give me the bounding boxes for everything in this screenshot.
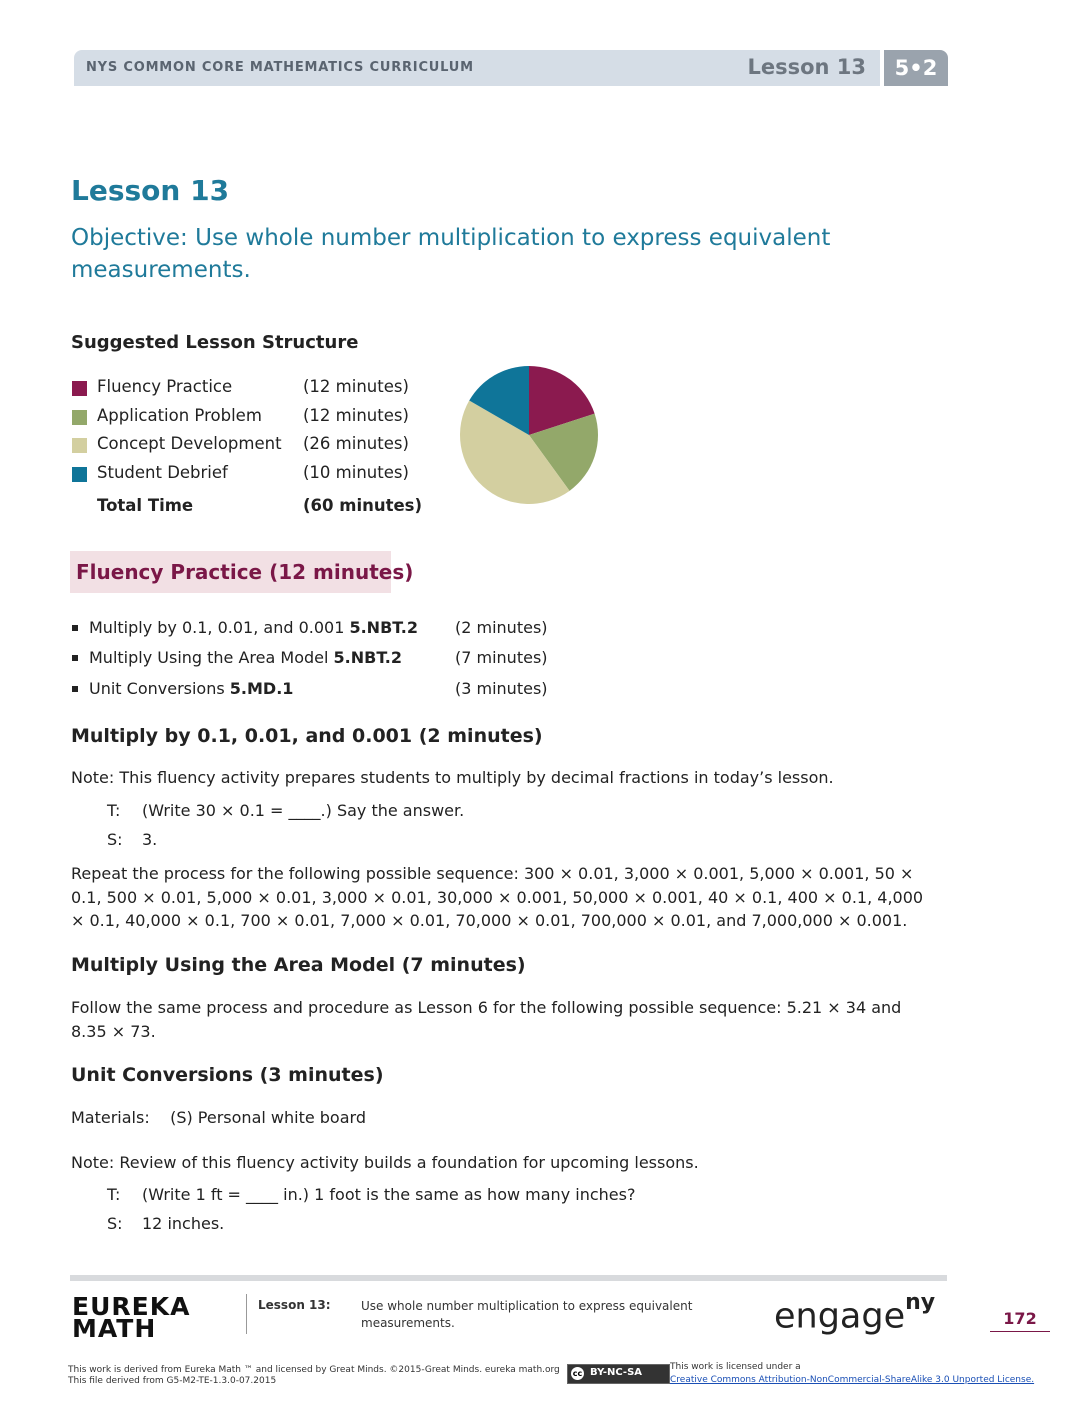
- structure-item-name: Application Problem: [97, 406, 262, 425]
- lesson-structure-pie-chart: [456, 362, 602, 508]
- structure-total: [72, 494, 432, 520]
- structure-item-name: Concept Development: [97, 434, 282, 453]
- section-heading: Multiply by 0.1, 0.01, and 0.001 (2 minutes): [71, 725, 543, 747]
- credit-line: This work is derived from Eureka Math ™ and licensed by Great Minds. ©2015-Great Minds. eureka math.org: [68, 1365, 560, 1375]
- header-bar: [74, 50, 880, 86]
- bullet-icon: [72, 625, 78, 631]
- speaker-text: 3.: [142, 830, 158, 849]
- bullet-text: Multiply Using the Area Model: [89, 648, 334, 667]
- fluency-heading: Fluency Practice (12 minutes): [76, 560, 414, 584]
- structure-heading: Suggested Lesson Structure: [71, 332, 359, 353]
- structure-item: [72, 375, 432, 401]
- footer-rule: [70, 1275, 947, 1281]
- curriculum-title: NYS COMMON CORE MATHEMATICS CURRICULUM: [86, 60, 474, 75]
- standard-code: 5.NBT.2: [349, 618, 418, 637]
- structure-item-time: (12 minutes): [303, 406, 409, 425]
- bullet-text: Multiply by 0.1, 0.01, and 0.001: [89, 618, 350, 637]
- logo-line: MATH: [72, 1314, 157, 1343]
- color-swatch: [72, 410, 87, 425]
- cc-license-badge: [567, 1364, 670, 1384]
- structure-item-time: (10 minutes): [303, 463, 409, 482]
- structure-item-name: Student Debrief: [97, 463, 228, 482]
- standard-code: 5.MD.1: [229, 679, 294, 698]
- credit-line: This file derived from G5-M2-TE-1.3.0-07.2015: [68, 1376, 277, 1386]
- structure-item: [72, 461, 432, 487]
- structure-item: [72, 404, 432, 430]
- page-number: 172: [1003, 1309, 1037, 1328]
- speaker-label: S:: [107, 830, 123, 849]
- structure-item-time: (26 minutes): [303, 434, 409, 453]
- list-item: [72, 648, 572, 672]
- color-swatch: [72, 381, 87, 396]
- cc-icon: cc: [572, 1369, 583, 1378]
- logo-superscript: ny: [905, 1290, 936, 1315]
- total-time: (60 minutes): [303, 496, 423, 515]
- structure-item-name: Fluency Practice: [97, 377, 233, 396]
- materials: Materials: (S) Personal white board: [71, 1108, 366, 1127]
- total-label: Total Time: [97, 496, 194, 515]
- speaker-text: 12 inches.: [142, 1214, 225, 1233]
- footer-lesson-label: Lesson 13:: [258, 1298, 331, 1312]
- bullet-icon: [72, 655, 78, 661]
- list-item: [72, 679, 572, 703]
- header-lesson-label: Lesson 13: [747, 55, 866, 79]
- engageny-logo: [774, 1290, 936, 1337]
- lesson-objective: Objective: Use whole number multiplication to express equivalent measurements.: [71, 225, 831, 283]
- speaker-text: (Write 1 ft = ____ in.) 1 foot is the same as how many inches?: [142, 1185, 636, 1204]
- color-swatch: [72, 438, 87, 453]
- cc-badge-text: BY-NC-SA: [590, 1367, 643, 1378]
- eureka-math-logo: [72, 1292, 191, 1343]
- page-header: [74, 50, 948, 86]
- footer-divider: [246, 1294, 247, 1334]
- bullet-text: Unit Conversions: [89, 679, 230, 698]
- logo-line: EUREKA: [72, 1292, 191, 1321]
- section-note: Note: This fluency activity prepares students to multiply by decimal fractions in today’s lesson.: [71, 768, 834, 787]
- bullet-icon: [72, 686, 78, 692]
- section-note: Note: Review of this fluency activity builds a foundation for upcoming lessons.: [71, 1153, 699, 1172]
- footer-lesson-description: Use whole number multiplication to express equivalent measurements.: [361, 1299, 693, 1330]
- section-text: Follow the same process and procedure as Lesson 6 for the following possible sequence: 5.21 × 34 and 8.35 × 73.: [71, 998, 902, 1041]
- logo-text: engage: [774, 1296, 906, 1337]
- speaker-label: T:: [107, 801, 121, 820]
- structure-item: [72, 432, 432, 458]
- list-item: [72, 618, 572, 642]
- structure-item-time: (12 minutes): [303, 377, 409, 396]
- speaker-text: (Write 30 × 0.1 = ____.) Say the answer.: [142, 801, 465, 820]
- bullet-time: (7 minutes): [455, 648, 548, 667]
- section-heading: Multiply Using the Area Model (7 minutes): [71, 954, 526, 976]
- standard-code: 5.NBT.2: [333, 648, 403, 667]
- page-number-rule: [990, 1331, 1050, 1332]
- bullet-time: (2 minutes): [455, 618, 548, 637]
- fluency-heading-box: [70, 551, 414, 593]
- repeat-sequence: Repeat the process for the following possible sequence: 300 × 0.01, 3,000 × 0.001, 5,000 × 0.001, 50 × 0.1, 500 × 0.01, 5,000 × 0.01, 3,000 × 0.01, 30,000 × 0.001, 50,000 × 0.001, 40 × 0.1, 400 × 0.1, 4,000 × 0.1, 40,000 × 0.1, 700 × 0.01, 7,000 × 0.01, 70,000 × 0.01, 700,000 × 0.01, and 7,000,000 × 0.001.: [71, 864, 924, 930]
- bullet-time: (3 minutes): [455, 679, 548, 698]
- color-swatch: [72, 467, 87, 482]
- speaker-label: T:: [107, 1185, 121, 1204]
- speaker-label: S:: [107, 1214, 123, 1233]
- lesson-title: Lesson 13: [71, 174, 230, 207]
- license-text: This work is licensed under a: [670, 1362, 801, 1372]
- section-heading: Unit Conversions (3 minutes): [71, 1064, 384, 1086]
- license-link[interactable]: Creative Commons Attribution-NonCommercial-ShareAlike 3.0 Unported License.: [670, 1375, 1035, 1385]
- module-badge: 5•2: [884, 50, 948, 86]
